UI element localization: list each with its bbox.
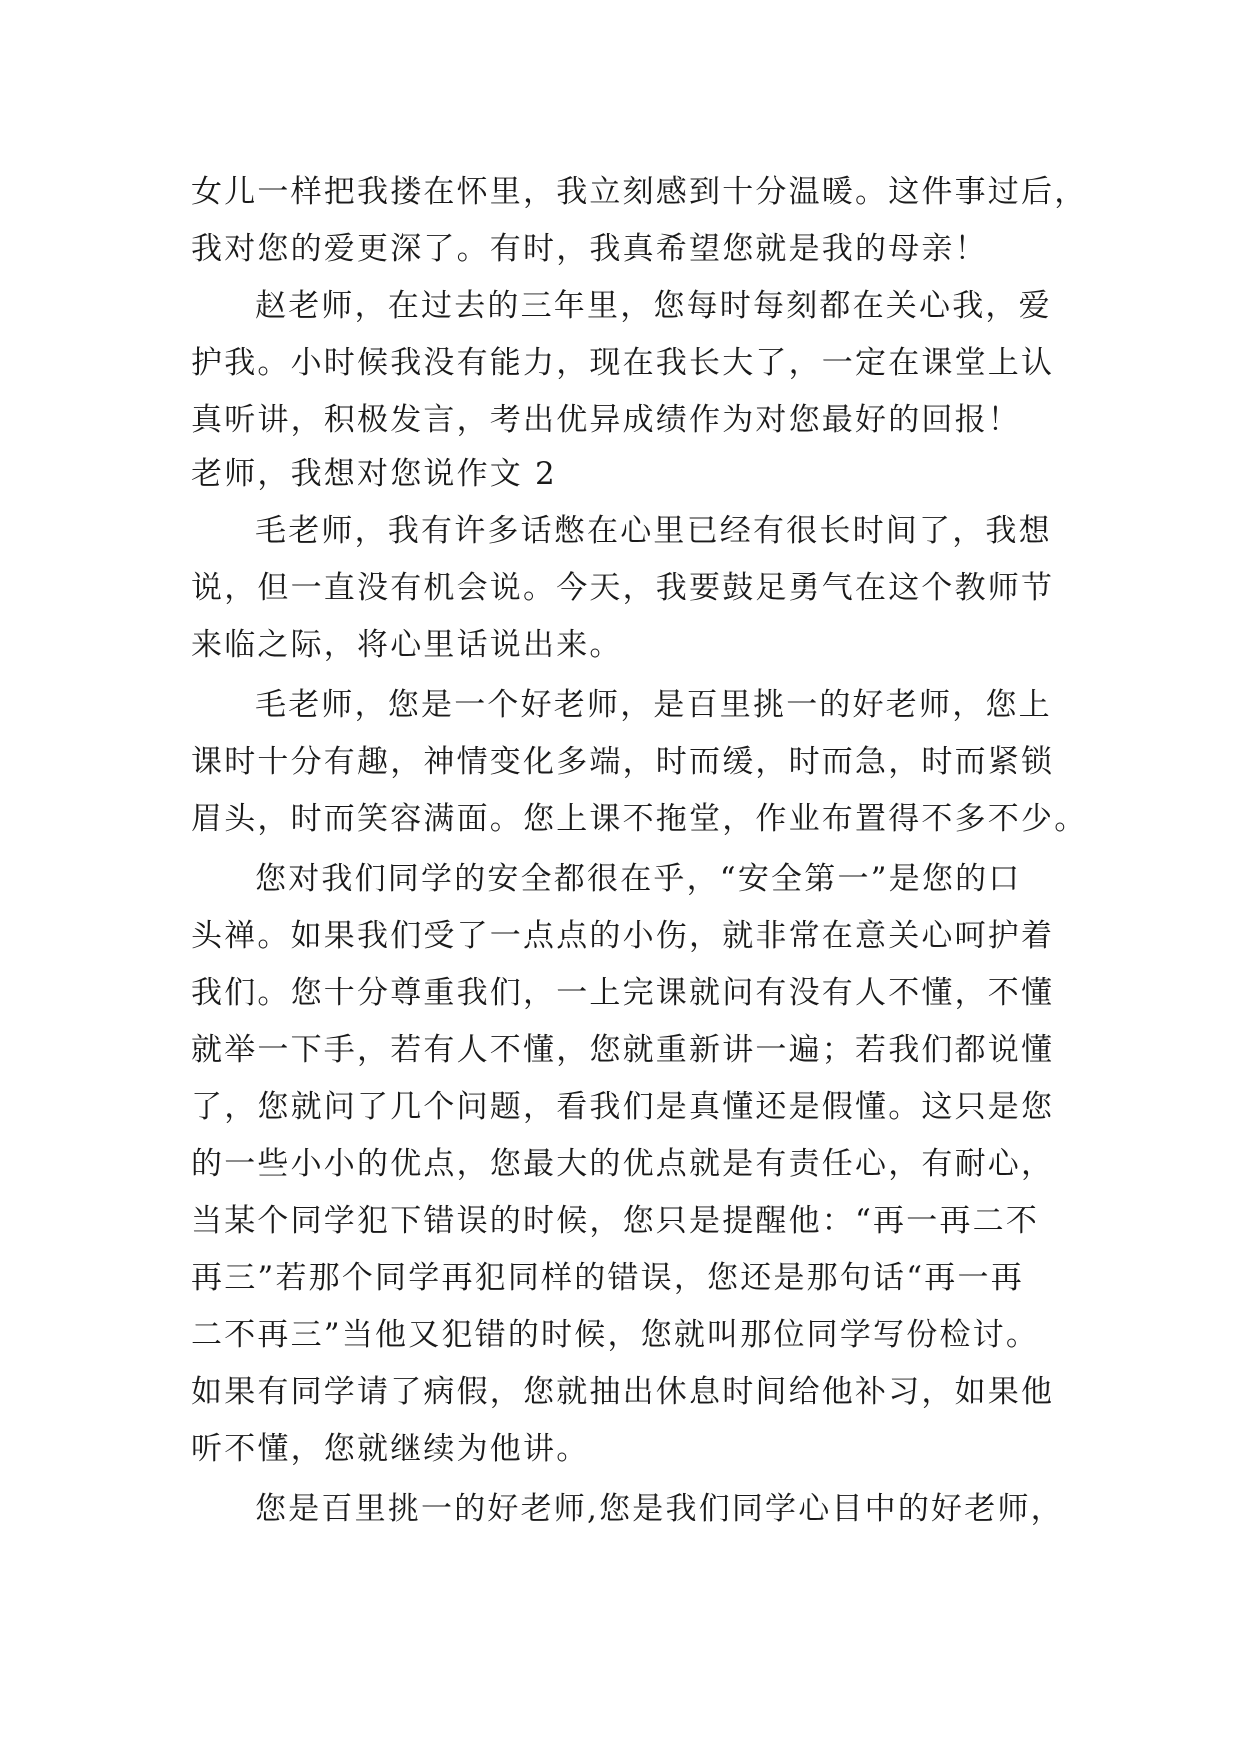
text-line: 我们。您十分尊重我们，一上完课就问有没有人不懂，不懂 xyxy=(191,975,1055,1011)
text-line: 如果有同学请了病假，您就抽出休息时间给他补习，如果他 xyxy=(191,1374,1055,1410)
text-line: 眉头，时而笑容满面。您上课不拖堂，作业布置得不多不少。 xyxy=(191,801,1088,837)
paragraph-start: 您是百里挑一的好老师,您是我们同学心目中的好老师， xyxy=(255,1491,1064,1527)
paragraph-start: 毛老师，我有许多话憋在心里已经有很长时间了，我想 xyxy=(255,513,1052,549)
text-line: 课时十分有趣，神情变化多端，时而缓，时而急，时而紧锁 xyxy=(191,744,1055,780)
text-line: 女儿一样把我搂在怀里，我立刻感到十分温暖。这件事过后， xyxy=(191,174,1088,210)
text-line: 来临之际，将心里话说出来。 xyxy=(191,627,623,663)
paragraph-start: 赵老师，在过去的三年里，您每时每刻都在关心我，爱 xyxy=(255,288,1052,324)
text-line: 我对您的爱更深了。有时，我真希望您就是我的母亲！ xyxy=(191,231,988,267)
text-line: 头禅。如果我们受了一点点的小伤，就非常在意关心呵护着 xyxy=(191,918,1055,954)
text-line: 真听讲，积极发言，考出优异成绩作为对您最好的回报！ xyxy=(191,402,1021,438)
text-line: 了，您就问了几个问题，看我们是真懂还是假懂。这只是您 xyxy=(191,1089,1055,1125)
paragraph-start: 您对我们同学的安全都很在乎，“安全第一”是您的口 xyxy=(255,861,1022,897)
text-line: 听不懂，您就继续为他讲。 xyxy=(191,1431,590,1467)
text-line: 二不再三”当他又犯错的时候，您就叫那位同学写份检讨。 xyxy=(191,1317,1040,1353)
text-line: 就举一下手，若有人不懂，您就重新讲一遍；若我们都说懂 xyxy=(191,1032,1055,1068)
text-line: 当某个同学犯下错误的时候，您只是提醒他：“再一再二不 xyxy=(191,1203,1040,1239)
section-heading: 老师，我想对您说作文 2 xyxy=(191,456,557,492)
text-line: 的一些小小的优点，您最大的优点就是有责任心，有耐心， xyxy=(191,1146,1055,1182)
paragraph-start: 毛老师，您是一个好老师，是百里挑一的好老师，您上 xyxy=(255,687,1052,723)
text-line: 护我。小时候我没有能力，现在我长大了，一定在课堂上认 xyxy=(191,345,1055,381)
text-line: 再三”若那个同学再犯同样的错误，您还是那句话“再一再 xyxy=(191,1260,1024,1296)
text-line: 说，但一直没有机会说。今天，我要鼓足勇气在这个教师节 xyxy=(191,570,1055,606)
